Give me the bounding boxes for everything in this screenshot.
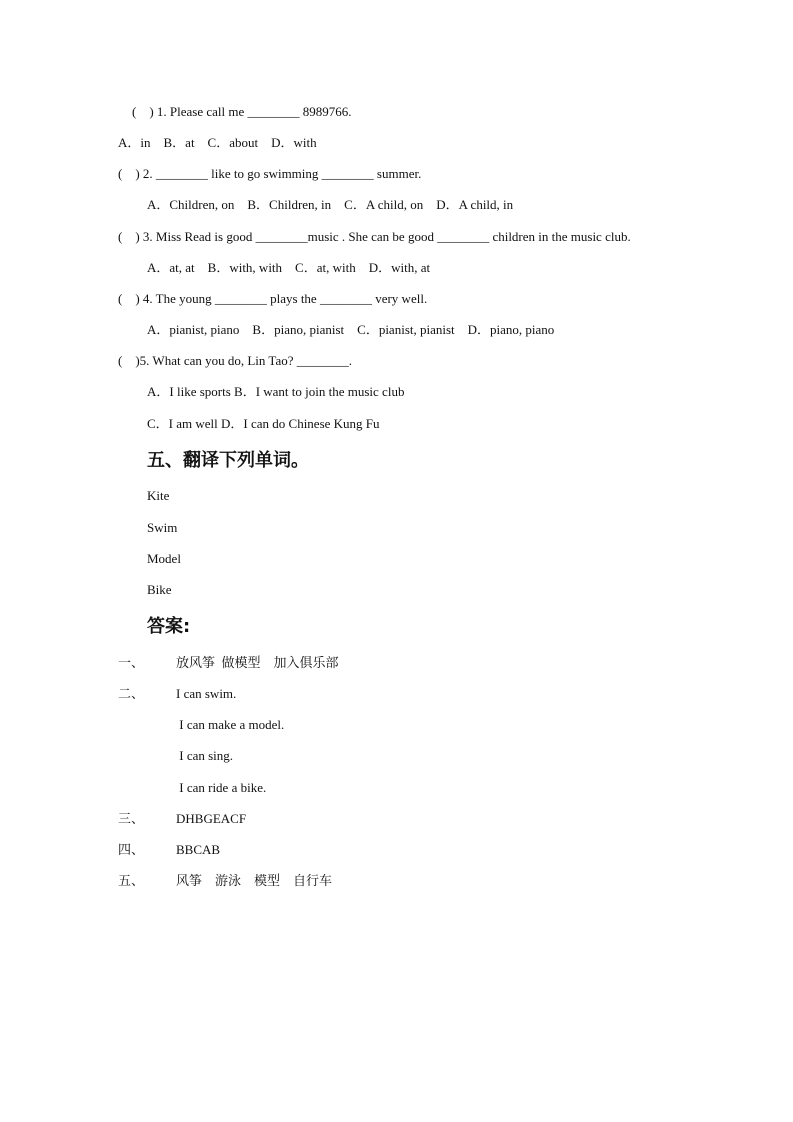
answer-line: BBCAB xyxy=(176,842,221,857)
word-item: Kite xyxy=(147,488,170,503)
question-4-options: A．pianist, piano B．piano, pianist C．pianist, pianist D．piano, piano xyxy=(147,322,555,337)
question-2-options: A．Children, on B．Children, in C．A child, on D．A child, in xyxy=(147,197,514,212)
word-item: Swim xyxy=(147,520,178,535)
answer-number: 五、 xyxy=(118,873,145,888)
question-1-stem: ( ) 1. Please call me ________ 8989766. xyxy=(132,104,352,119)
word-item: Model xyxy=(147,551,181,566)
question-5-options-2: C．I am well D．I can do Chinese Kung Fu xyxy=(147,416,380,431)
answer-number: 一、 xyxy=(118,655,145,670)
question-3-options: A．at, at B．with, with C．at, with D．with, at xyxy=(147,260,431,275)
answer-line: I can ride a bike. xyxy=(176,780,267,795)
answer-line: I can sing. xyxy=(176,748,234,763)
question-4-stem: ( ) 4. The young ________ plays the ________ very well. xyxy=(118,291,428,306)
answers-heading: 答案: xyxy=(147,616,191,637)
question-3-stem: ( ) 3. Miss Read is good ________music . She can be good ________ children in the music club. xyxy=(118,229,631,244)
section-5-heading: 五、翻译下列单词。 xyxy=(147,450,309,471)
answer-number: 四、 xyxy=(118,842,145,857)
question-5-stem: ( )5. What can you do, Lin Tao? ________. xyxy=(118,353,353,368)
answer-number: 二、 xyxy=(118,686,145,701)
answer-line: 风筝 游泳 模型 自行车 xyxy=(176,873,333,888)
answer-number: 三、 xyxy=(118,811,145,826)
question-1-options: A．in B．at C．about D．with xyxy=(118,135,317,150)
question-2-stem: ( ) 2. ________ like to go swimming ________ summer. xyxy=(118,166,422,181)
answer-line: 放风筝 做模型 加入俱乐部 xyxy=(176,655,339,670)
answer-line: DHBGEACF xyxy=(176,811,247,826)
answer-line: I can swim. xyxy=(176,686,237,701)
word-item: Bike xyxy=(147,582,172,597)
answer-line: I can make a model. xyxy=(176,717,285,732)
question-5-options: A．I like sports B．I want to join the music club xyxy=(147,384,405,399)
